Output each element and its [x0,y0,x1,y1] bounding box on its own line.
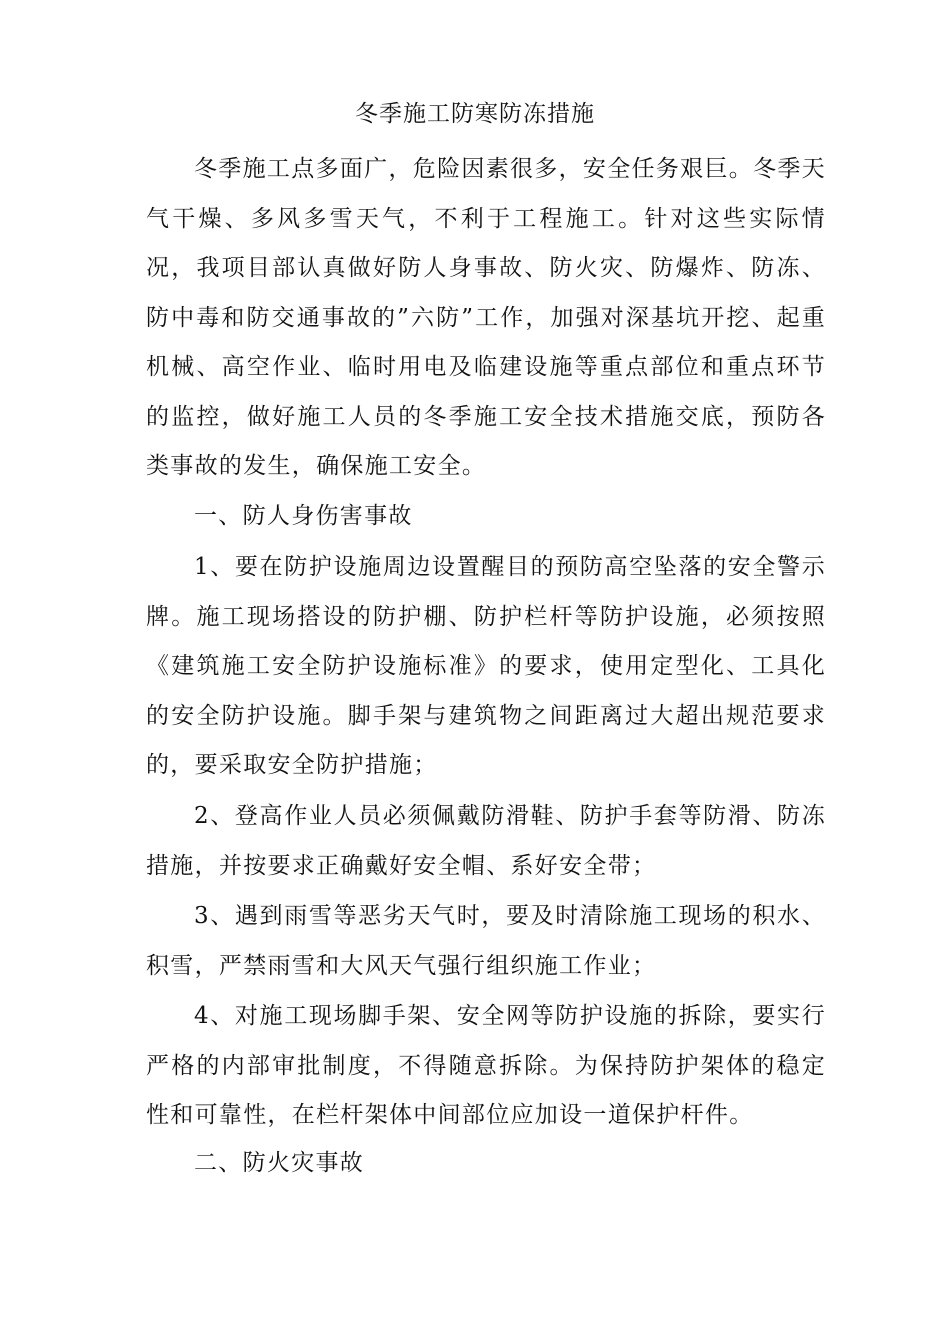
section-heading-fire: 二、防火灾事故 [194,1150,365,1176]
list-item-3: 3、遇到雨雪等恶劣天气时，要及时清除施工现场的积水、积雪，严禁雨雪和大风天气强行组织施工作业； [146,903,826,979]
list-item-1: 1、要在防护设施周边设置醒目的预防高空坠落的安全警示牌。施工现场搭设的防护棚、防护栏杆等防护设施，必须按照《建筑施工安全防护设施标准》的要求，使用定型化、工具化的安全防护设施。脚手架与建筑物之间距离过大超出规范要求的，要采取安全防护措施； [146,554,826,778]
list-item-2: 2、登高作业人员必须佩戴防滑鞋、防护手套等防滑、防冻措施，并按要求正确戴好安全帽、系好安全带； [146,803,826,879]
list-item-4: 4、对施工现场脚手架、安全网等防护设施的拆除，要实行严格的内部审批制度，不得随意拆除。为保持防护架体的稳定性和可靠性，在栏杆架体中间部位应加设一道保护杆件。 [146,1003,826,1128]
section-heading-personal-injury: 一、防人身伤害事故 [194,503,413,529]
intro-paragraph: 冬季施工点多面广，危险因素很多，安全任务艰巨。冬季天气干燥、多风多雪天气，不利于工程施工。针对这些实际情况，我项目部认真做好防人身事故、防火灾、防爆炸、防冻、防中毒和防交通事故的”六防”工作，加强对深基坑开挖、起重机械、高空作业、临时用电及临建设施等重点部位和重点环节的监控，做好施工人员的冬季施工安全技术措施交底，预防各类事故的发生，确保施工安全。 [146,156,826,479]
document-title: 冬季施工防寒防冻措施 [355,101,595,127]
